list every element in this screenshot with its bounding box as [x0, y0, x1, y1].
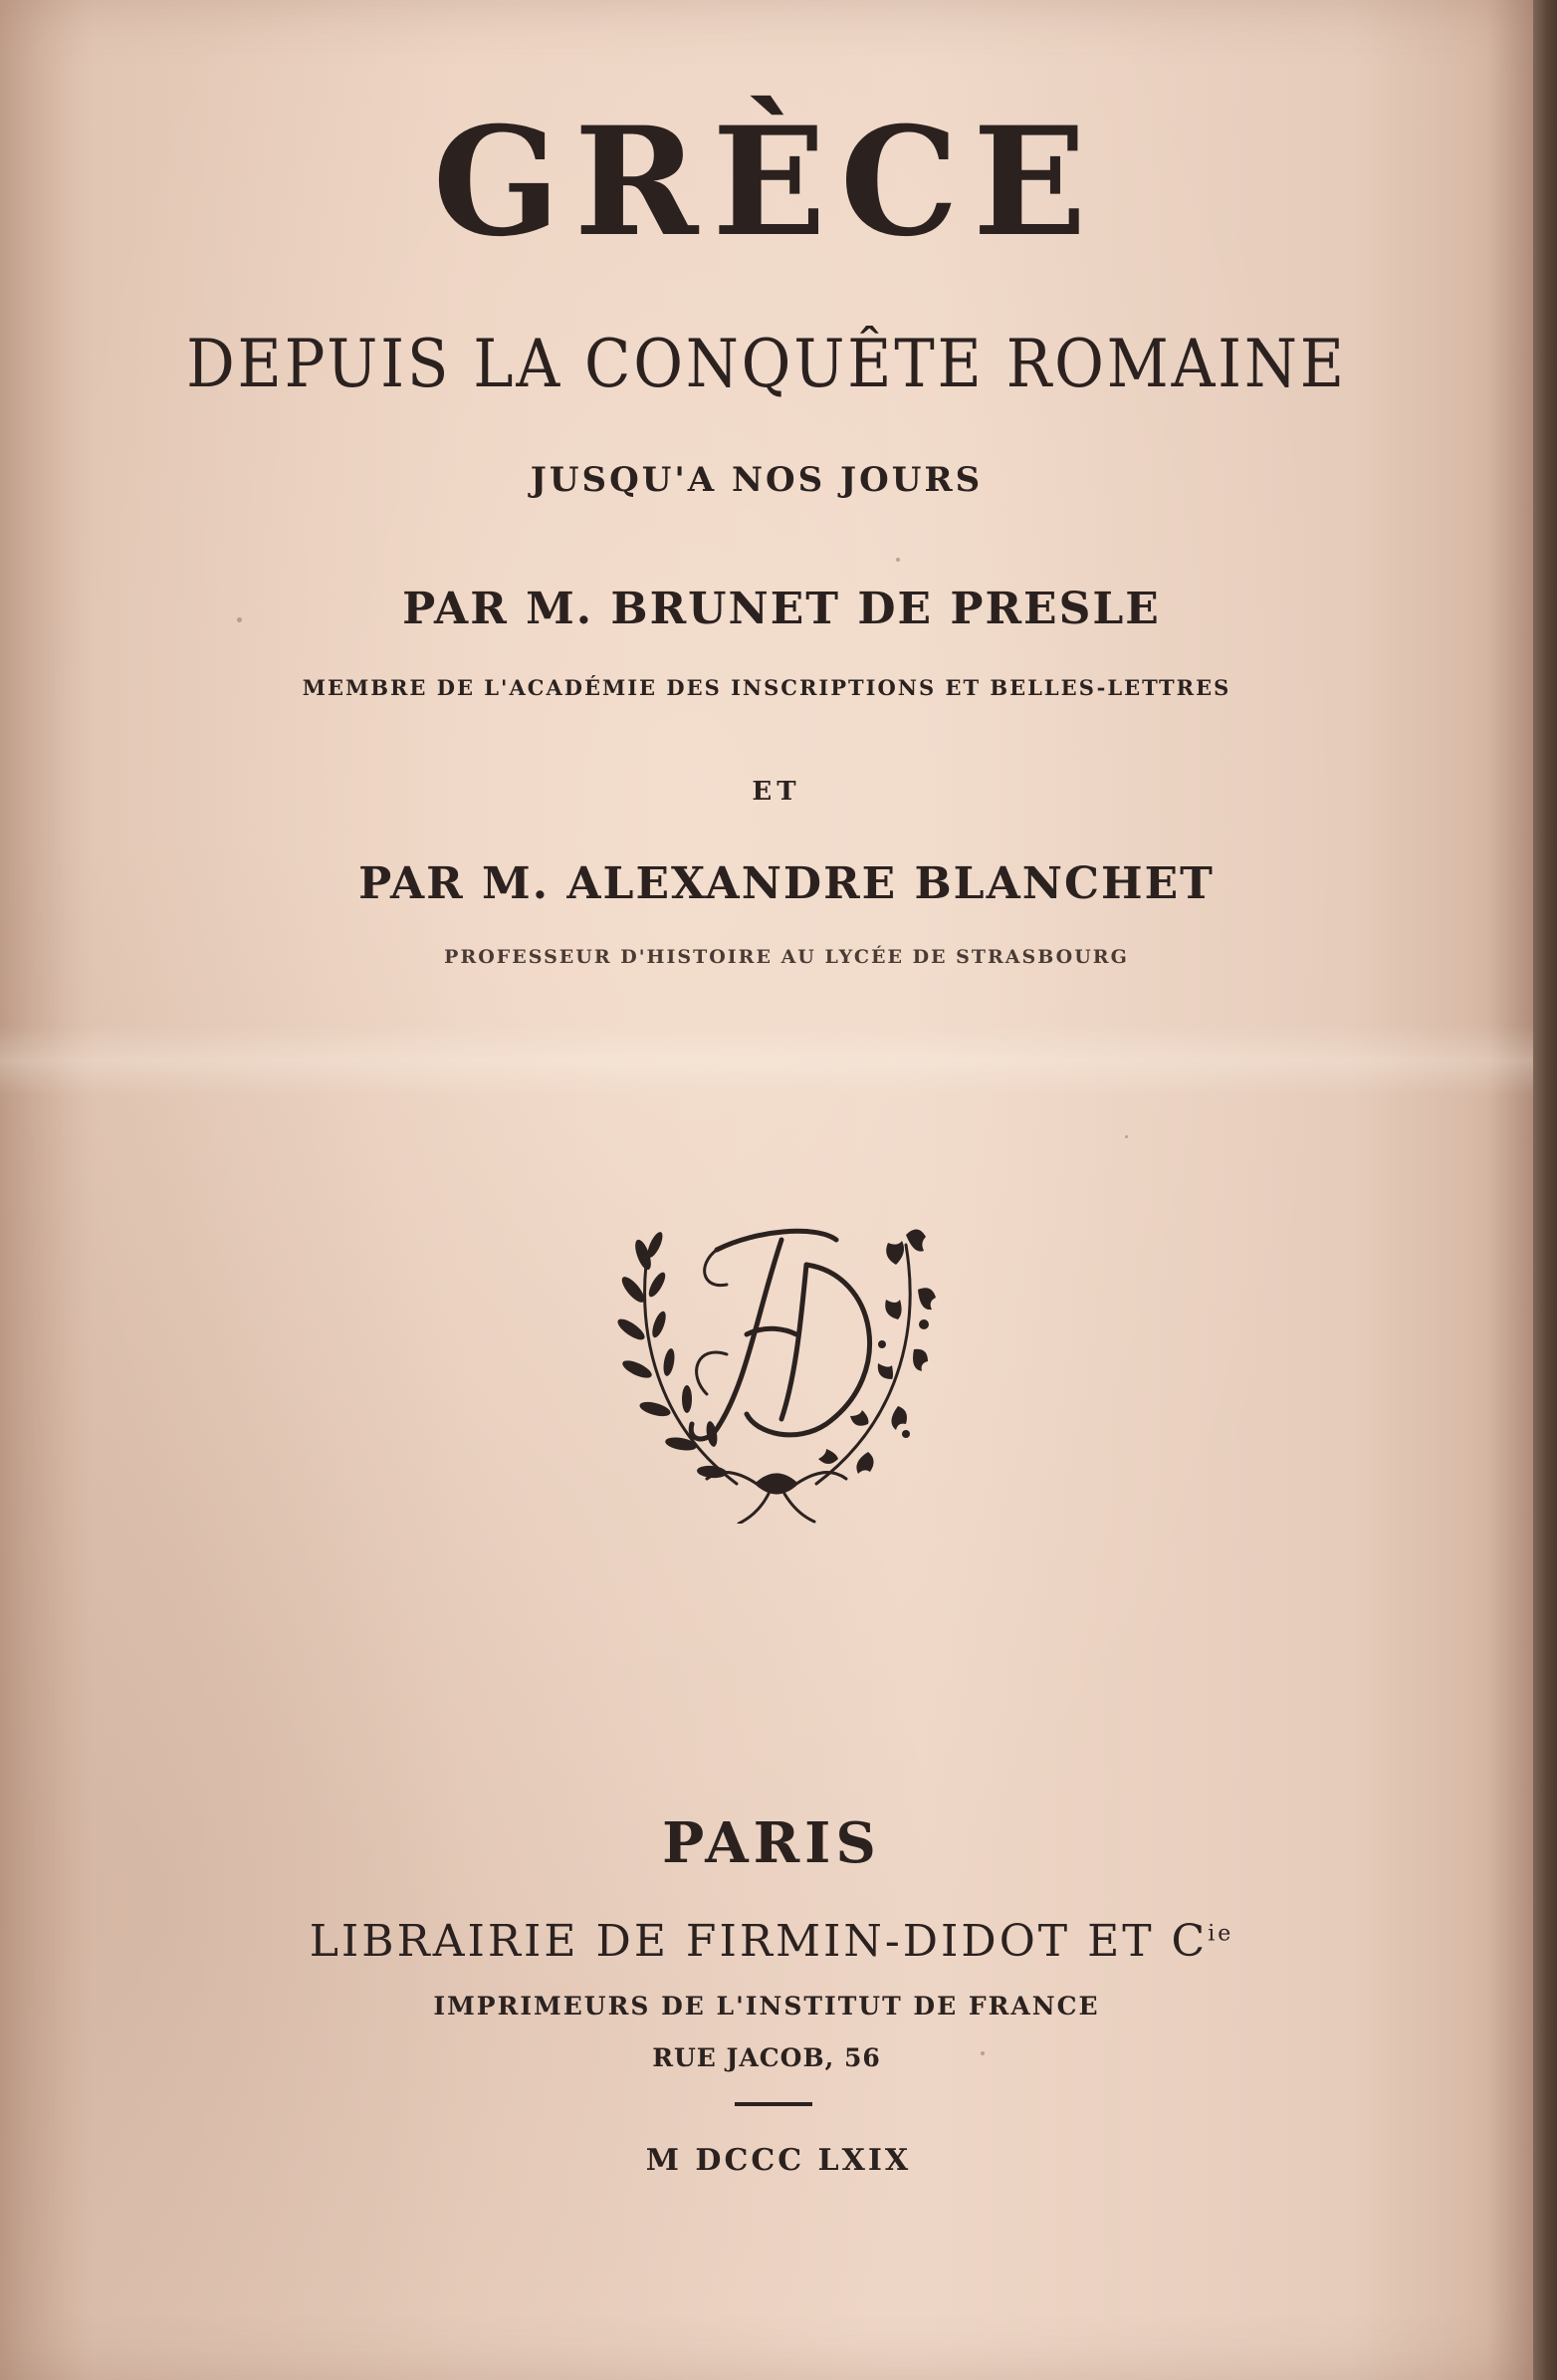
publication-date: M DCCC LXIX — [645, 2143, 912, 2178]
publisher-monogram-laurel-wreath-icon — [607, 1195, 946, 1524]
author-2-role: PROFESSEUR D'HISTOIRE AU LYCÉE DE STRASBOURG — [444, 946, 1129, 968]
paper-fold — [0, 1026, 1533, 1095]
paper-speck — [1125, 1135, 1128, 1138]
book-subtitle-line2: JUSQU'A NOS JOURS — [530, 460, 984, 500]
publisher-address: RUE JACOB, 56 — [652, 2043, 881, 2072]
author-1: PAR M. BRUNET DE PRESLE — [402, 584, 1161, 634]
publisher-name-main: LIBRAIRIE DE FIRMIN-DIDOT ET C — [309, 1916, 1209, 1967]
author-1-role: MEMBRE DE L'ACADÉMIE DES INSCRIPTIONS ET BELLES-LETTRES — [302, 675, 1231, 700]
book-subtitle: DEPUIS LA CONQUÊTE ROMAINE — [186, 326, 1347, 402]
author-2: PAR M. ALEXANDRE BLANCHET — [358, 858, 1215, 909]
conjunction: ET — [752, 777, 801, 807]
publisher-imprint: IMPRIMEURS DE L'INSTITUT DE FRANCE — [433, 1992, 1100, 2021]
publication-place: PARIS — [662, 1810, 881, 1876]
book-spine-edge — [1533, 0, 1557, 2380]
publisher-name-superscript: ie — [1208, 1921, 1234, 1947]
book-title: GRÈCE — [432, 95, 1101, 270]
publisher-name — [5, 1916, 1538, 1967]
paper-speck — [896, 558, 900, 562]
divider-rule — [735, 2102, 812, 2106]
